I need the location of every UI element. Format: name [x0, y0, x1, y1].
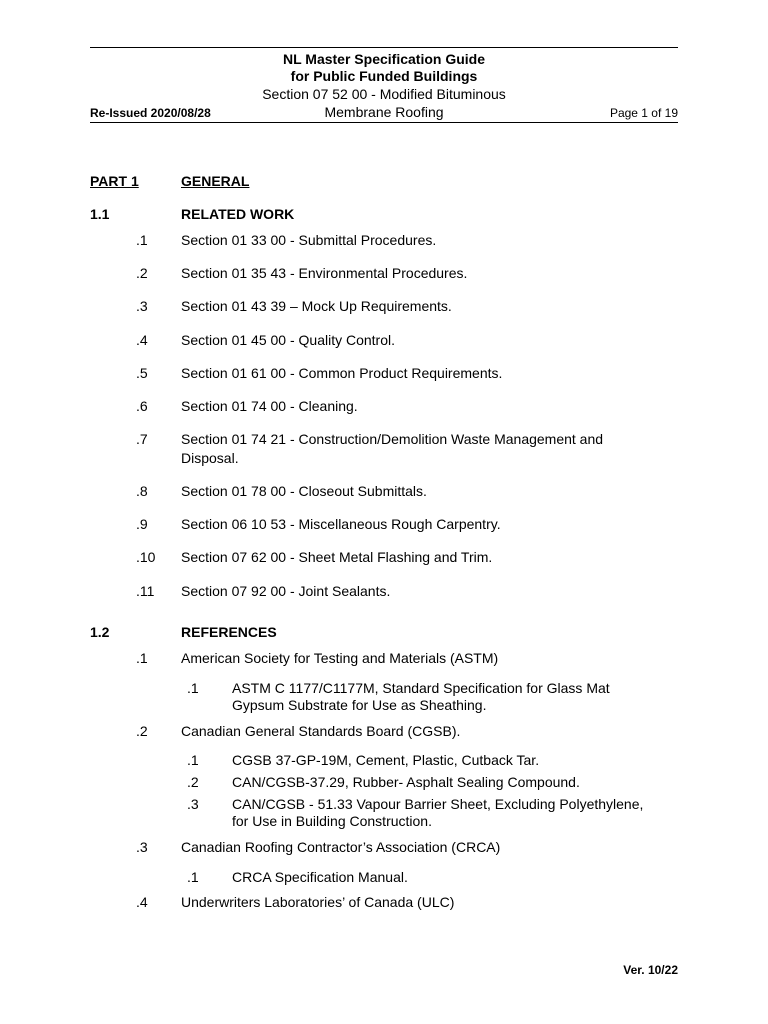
list-item-number: .9	[136, 516, 148, 532]
list-item-text: Section 01 78 00 - Closeout Submittals.	[181, 483, 427, 499]
header-title-line2: for Public Funded Buildings	[290, 68, 478, 84]
reference-ulc: Underwriters Laboratories’ of Canada (ULC)	[181, 894, 455, 910]
section-1-1-number: 1.1	[90, 206, 110, 222]
section-1-1-title: RELATED WORK	[181, 206, 295, 222]
list-item-number: .2	[136, 265, 148, 281]
header-section-line2: Membrane Roofing	[324, 104, 444, 120]
list-item-text: Section 01 33 00 - Submittal Procedures.	[181, 232, 437, 248]
reference-crca: Canadian Roofing Contractor’s Association (CRCA)	[181, 839, 501, 855]
sub-item-number: .1	[187, 680, 199, 696]
header-title-line1: NL Master Specification Guide	[282, 51, 485, 67]
sub-item-number: .1	[187, 752, 199, 768]
list-item-text: Section 07 62 00 - Sheet Metal Flashing and Trim.	[181, 549, 493, 565]
header-bottom-rule	[90, 122, 678, 123]
list-item-number: .4	[136, 332, 148, 348]
list-item-number: .10	[136, 549, 156, 565]
sub-item-text: CRCA Specification Manual.	[232, 869, 408, 885]
list-item-text: Section 01 35 43 - Environmental Procedures.	[181, 265, 468, 281]
sub-item-number: .1	[187, 869, 199, 885]
sub-item-text: CAN/CGSB - 51.33 Vapour Barrier Sheet, Excluding Polyethylene,	[232, 796, 644, 812]
reference-astm: American Society for Testing and Materials (ASTM)	[181, 650, 499, 666]
section-1-2-number: 1.2	[90, 624, 110, 640]
section-1-2-title: REFERENCES	[181, 624, 277, 640]
list-item-number: .11	[136, 583, 155, 599]
list-item-text: Section 01 43 39 – Mock Up Requirements.	[181, 298, 452, 314]
list-item-number: .3	[136, 839, 148, 855]
list-item-text: Section 01 45 00 - Quality Control.	[181, 332, 396, 348]
part-number: PART 1	[90, 173, 139, 189]
list-item-number: .5	[136, 365, 148, 381]
sub-item-text: CAN/CGSB-37.29, Rubber- Asphalt Sealing Compound.	[232, 774, 580, 790]
list-item-number: .6	[136, 398, 148, 414]
list-item-number: .7	[136, 431, 148, 447]
list-item-number: .1	[136, 232, 148, 248]
header-reissued-date: Re-Issued 2020/08/28	[90, 106, 211, 120]
sub-item-text-continuation: for Use in Building Construction.	[232, 813, 432, 829]
list-item-number: .2	[136, 723, 148, 739]
list-item-text: Section 01 74 00 - Cleaning.	[181, 398, 358, 414]
list-item-number: .8	[136, 483, 148, 499]
sub-item-number: .2	[187, 774, 199, 790]
list-item-number: .1	[136, 650, 148, 666]
sub-item-text: CGSB 37-GP-19M, Cement, Plastic, Cutback Tar.	[232, 752, 540, 768]
sub-item-number: .3	[187, 796, 199, 812]
footer-version: Ver. 10/22	[623, 963, 678, 977]
list-item-text: Section 07 92 00 - Joint Sealants.	[181, 583, 391, 599]
header-top-rule	[90, 47, 678, 48]
list-item-text: Section 06 10 53 - Miscellaneous Rough Carpentry.	[181, 516, 501, 532]
reference-cgsb: Canadian General Standards Board (CGSB).	[181, 723, 461, 739]
list-item-text: Section 01 61 00 - Common Product Requirements.	[181, 365, 503, 381]
header-section-line: Section 07 52 00 - Modified Bituminous	[262, 86, 506, 102]
part-title: GENERAL	[181, 173, 250, 189]
sub-item-text-continuation: Gypsum Substrate for Use as Sheathing.	[232, 697, 487, 713]
list-item-text: Section 01 74 21 - Construction/Demolition Waste Management and	[181, 431, 604, 447]
list-item-text-continuation: Disposal.	[181, 450, 239, 466]
list-item-number: .3	[136, 298, 148, 314]
sub-item-text: ASTM C 1177/C1177M, Standard Specification for Glass Mat	[232, 680, 610, 696]
header-page-number: Page 1 of 19	[609, 106, 678, 120]
list-item-number: .4	[136, 894, 148, 910]
